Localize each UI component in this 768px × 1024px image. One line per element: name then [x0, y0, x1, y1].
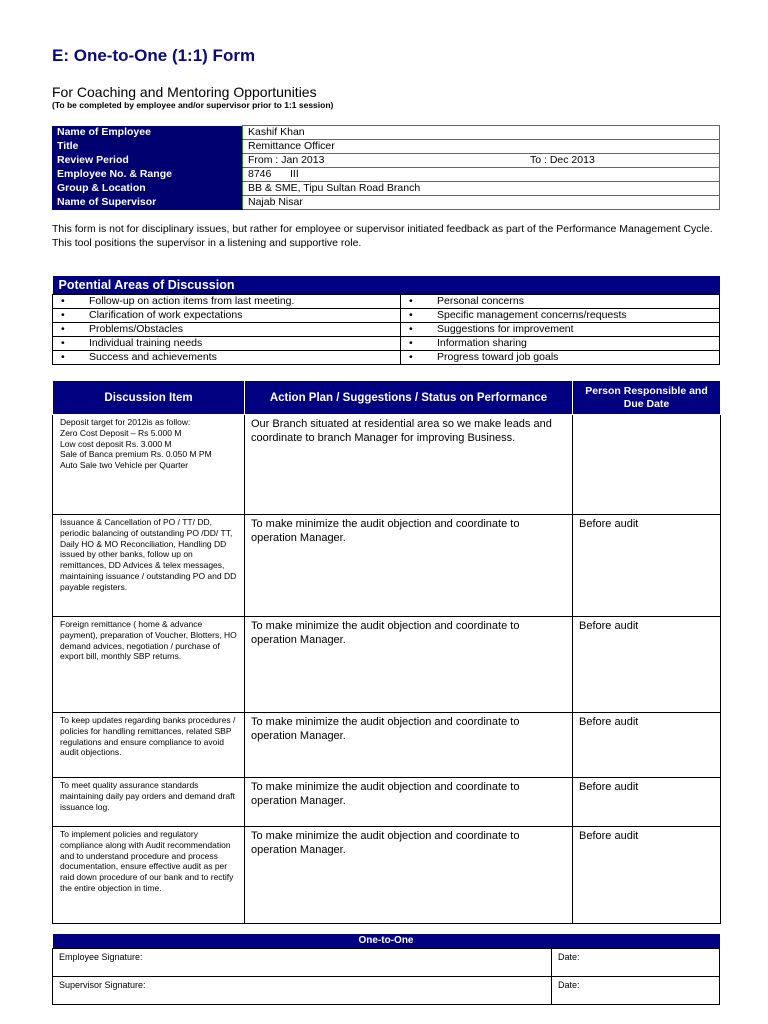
- area-item: [53, 309, 401, 323]
- employee-range: III: [290, 168, 299, 180]
- employee-name-value: Kashif Khan: [243, 126, 720, 140]
- area-label: Information sharing: [437, 337, 527, 349]
- review-to: To : Dec 2013: [530, 154, 595, 166]
- employee-name-label: Name of Employee: [52, 126, 243, 140]
- responsible: Before audit: [573, 515, 721, 617]
- date-label: Date:: [558, 952, 580, 962]
- area-item: [401, 295, 720, 309]
- discussion-item: To meet quality assurance standards maintaining daily pay orders and demand draft issuance log.: [53, 778, 245, 827]
- action-plan: To make minimize the audit objection and coordinate to operation Manager.: [245, 713, 573, 778]
- supervisor-date-field[interactable]: [552, 977, 720, 1005]
- areas-heading: Potential Areas of Discussion: [53, 276, 720, 295]
- date-label: Date:: [558, 980, 580, 990]
- responsible: Before audit: [573, 713, 721, 778]
- employee-number-label: Employee No. & Range: [52, 168, 243, 182]
- table-row: [53, 515, 721, 617]
- table-row: [53, 415, 721, 515]
- intro-paragraph: This form is not for disciplinary issues, but rather for employee or supervisor initiated feedback as part of the Performance Management Cycle. This tool positions the supervisor in a listening and supportive role.: [52, 223, 713, 249]
- review-period-label: Review Period: [52, 154, 243, 168]
- bullet-icon: •: [409, 309, 413, 321]
- item-line: Auto Sale two Vehicle per Quarter: [60, 460, 189, 471]
- discussion-item: [53, 415, 245, 515]
- group-location-label: Group & Location: [52, 182, 243, 196]
- table-row: [53, 617, 721, 713]
- discussion-item: To keep updates regarding banks procedures / policies for handling remittances, related SBP regulations and ensure compliance to avoid audit objections.: [53, 713, 245, 778]
- area-label: Personal concerns: [437, 295, 524, 307]
- area-item: [53, 295, 401, 309]
- review-period-value: [243, 154, 720, 168]
- employee-date-field[interactable]: [552, 949, 720, 977]
- area-label: Suggestions for improvement: [437, 323, 574, 335]
- table-row: [53, 713, 721, 778]
- action-plan: To make minimize the audit objection and coordinate to operation Manager.: [245, 515, 573, 617]
- area-item: [53, 351, 401, 365]
- bullet-icon: •: [61, 309, 65, 321]
- signature-table: [52, 934, 720, 1005]
- area-label: Specific management concerns/requests: [437, 309, 627, 321]
- form-subtitle: For Coaching and Mentoring Opportunities: [52, 84, 317, 100]
- bullet-icon: •: [61, 337, 65, 349]
- signature-heading: One-to-One: [53, 934, 720, 949]
- responsible: Before audit: [573, 778, 721, 827]
- discussion-item: Foreign remittance ( home & advance payment), preparation of Voucher, Blotters, HO demand advices, negotiation / purchase of export bill, monthly SBP returns.: [53, 617, 245, 713]
- title-value: Remittance Officer: [243, 140, 720, 154]
- bullet-icon: •: [409, 295, 413, 307]
- area-label: Follow-up on action items from last meeting.: [89, 295, 295, 307]
- action-plan: To make minimize the audit objection and coordinate to operation Manager.: [245, 778, 573, 827]
- action-plan: To make minimize the audit objection and coordinate to operation Manager.: [245, 827, 573, 924]
- employee-info-table: [52, 125, 720, 210]
- form-title: E: One-to-One (1:1) Form: [52, 46, 256, 65]
- responsible: Before audit: [573, 617, 721, 713]
- area-item: [53, 337, 401, 351]
- bullet-icon: •: [61, 323, 65, 335]
- supervisor-value: Najab Nisar: [243, 196, 720, 210]
- area-label: Problems/Obstacles: [89, 323, 183, 335]
- bullet-icon: •: [61, 295, 65, 307]
- employee-number-value: [243, 168, 720, 182]
- responsible: [573, 415, 721, 515]
- area-item: [401, 337, 720, 351]
- bullet-icon: •: [409, 337, 413, 349]
- discussion-item: Issuance & Cancellation of PO / TT/ DD, periodic balancing of outstanding PO /DD/ TT, Daily HO & MO Reconciliation, Handling DD issued by other banks, follow up on remittances, DD Advices & telex messages, maintaining issuance / outstanding PO and DD payable registers.: [53, 515, 245, 617]
- action-plan: Our Branch situated at residential area so we make leads and coordinate to branch Manager for improving Business.: [245, 415, 573, 515]
- area-label: Success and achievements: [89, 351, 217, 363]
- area-item: [401, 351, 720, 365]
- bullet-icon: •: [61, 351, 65, 363]
- item-line: Zero Cost Deposit – Rs 5.000 M: [60, 427, 182, 438]
- supervisor-signature-label: Supervisor Signature:: [59, 980, 146, 990]
- area-label: Clarification of work expectations: [89, 309, 243, 321]
- discussion-areas-table: [52, 276, 720, 365]
- employee-signature-field[interactable]: [53, 949, 552, 977]
- bullet-icon: •: [409, 351, 413, 363]
- employee-signature-label: Employee Signature:: [59, 952, 143, 962]
- bullet-icon: •: [409, 323, 413, 335]
- area-label: Progress toward job goals: [437, 351, 559, 363]
- responsible: Before audit: [573, 827, 721, 924]
- supervisor-signature-field[interactable]: [53, 977, 552, 1005]
- discussion-table: [52, 380, 721, 924]
- review-from: From : Jan 2013: [248, 154, 325, 166]
- item-line: Deposit target for 2012is as follow:: [60, 417, 191, 427]
- discussion-item: To implement policies and regulatory compliance along with Audit recommendation and to understand procedure and process documentation, ensure effective audit as per raid down procedure of our bank and to rectify the entire objection in time.: [53, 827, 245, 924]
- table-row: [53, 827, 721, 924]
- area-label: Individual training needs: [89, 337, 203, 349]
- table-row: [53, 778, 721, 827]
- area-item: [401, 309, 720, 323]
- group-location-value: BB & SME, Tipu Sultan Road Branch: [243, 182, 720, 196]
- action-plan-header: Action Plan / Suggestions / Status on Performance: [245, 381, 573, 415]
- responsible-header: Person Responsible and Due Date: [573, 381, 721, 415]
- action-plan: To make minimize the audit objection and coordinate to operation Manager.: [245, 617, 573, 713]
- area-item: [53, 323, 401, 337]
- title-label: Title: [52, 140, 243, 154]
- employee-number: 8746: [248, 168, 272, 180]
- supervisor-label: Name of Supervisor: [52, 196, 243, 210]
- item-line: Sale of Banca premium Rs. 0.050 M PM: [60, 449, 212, 460]
- item-line: Low cost deposit Rs. 3.000 M: [60, 438, 172, 449]
- form-note: (To be completed by employee and/or supervisor prior to 1:1 session): [52, 100, 334, 110]
- discussion-item-header: Discussion Item: [53, 381, 245, 415]
- area-item: [401, 323, 720, 337]
